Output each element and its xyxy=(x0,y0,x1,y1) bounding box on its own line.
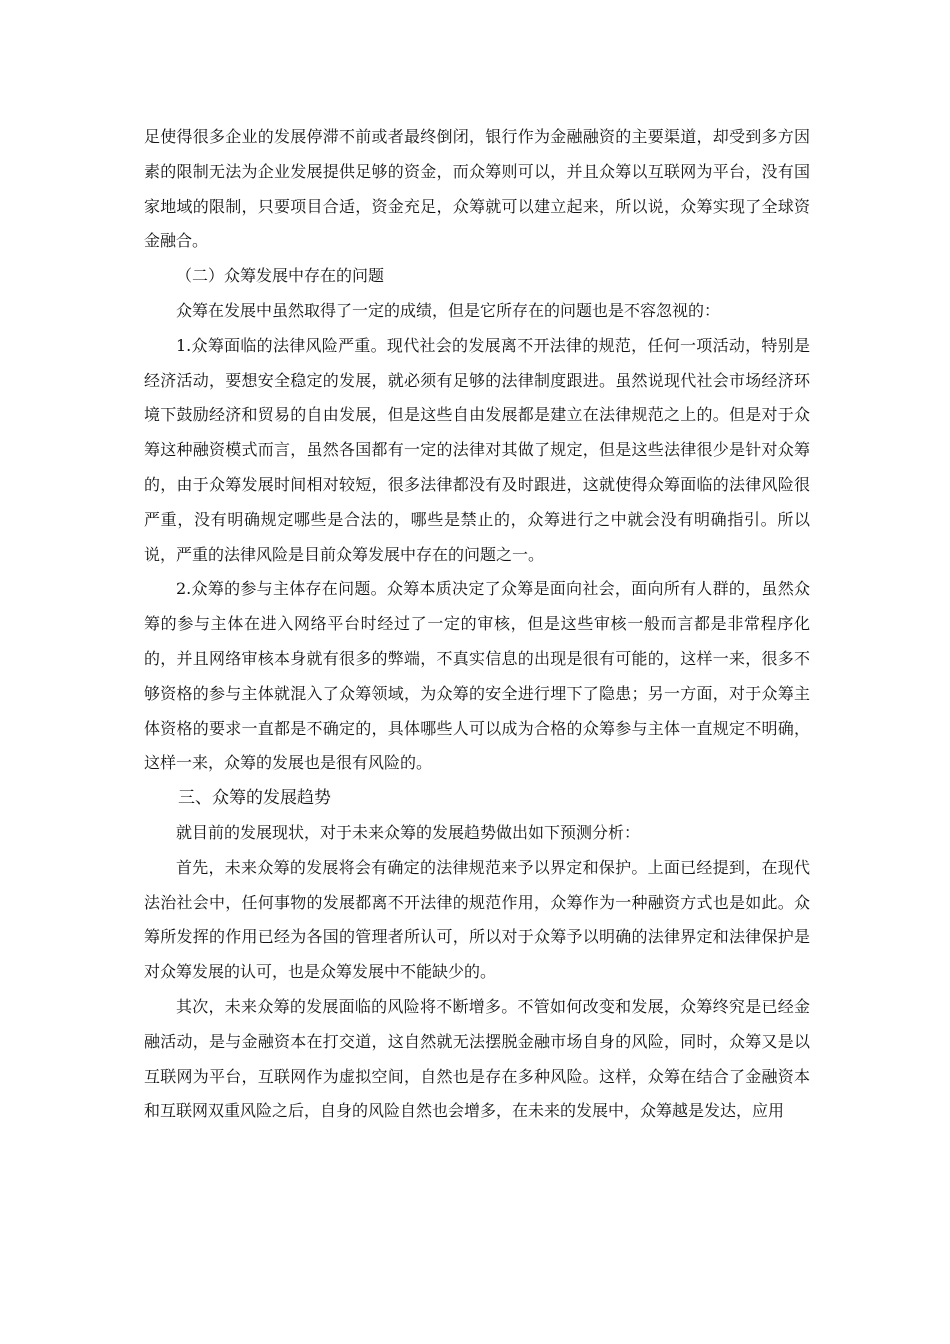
paragraph-participant-issues: 2.众筹的参与主体存在问题。众筹本质决定了众筹是面向社会，面向所有人群的，虽然众筹的参与主体在进入网络平台时经过了一定的审核，但是这些审核一般而言都是非常程序化的，并且网络审核本身就有很多的弊端，不真实信息的出现是很有可能的，这样一来，很多不够资格的参与主体就混入了众筹领域，为众筹的安全进行埋下了隐患；另一方面，对于众筹主体资格的要求一直都是不确定的，具体哪些人可以成为合格的众筹参与主体一直规定不明确，这样一来，众筹的发展也是很有风险的。 xyxy=(144,579,810,773)
paragraph-intro-problems: 众筹在发展中虽然取得了一定的成绩，但是它所存在的问题也是不容忽视的： xyxy=(176,300,721,320)
paragraph-legal-risk: 1.众筹面临的法律风险严重。现代社会的发展离不开法律的规范，任何一项活动，特别是经济活动，要想安全稳定的发展，就必须有足够的法律制度跟进。虽然说现代社会市场经济环境下鼓励经济和贸易的自由发展，但是这些自由发展都是建立在法律规范之上的。但是对于众筹这种融资模式而言，虽然各国都有一定的法律对其做了规定，但是这些法律很少是针对众筹的，由于众筹发展时间相对较短，很多法律都没有及时跟进，这就使得众筹面临的法律风险很严重，没有明确规定哪些是合法的，哪些是禁止的，众筹进行之中就会没有明确指引。所以说，严重的法律风险是目前众筹发展中存在的问题之一。 xyxy=(144,335,810,564)
section-subheading: （二）众筹发展中存在的问题 xyxy=(176,266,385,286)
section-heading: 三、众筹的发展趋势 xyxy=(178,788,331,809)
paragraph-trend-intro: 就目前的发展现状，对于未来众筹的发展趋势做出如下预测分析： xyxy=(176,822,641,842)
document-body xyxy=(144,120,810,1129)
paragraph-trend-second: 其次，未来众筹的发展面临的风险将不断增多。不管如何改变和发展，众筹终究是已经金融活动，是与金融资本在打交道，这自然就无法摆脱金融市场自身的风险，同时，众筹又是以互联网为平台，互联网作为虚拟空间，自然也是存在多种风险。这样，众筹在结合了金融资本和互联网双重风险之后，自身的风险自然也会增多，在未来的发展中，众筹越是发达，应用 xyxy=(144,996,810,1121)
paragraph-continuation: 足使得很多企业的发展停滞不前或者最终倒闭，银行作为金融融资的主要渠道，却受到多方因素的限制无法为企业发展提供足够的资金，而众筹则可以，并且众筹以互联网为平台，没有国家地域的限制，只要项目合适，资金充足，众筹就可以建立起来，所以说，众筹实现了全球资金融合。 xyxy=(144,127,810,251)
paragraph-trend-first: 首先，未来众筹的发展将会有确定的法律规范来予以界定和保护。上面已经提到，在现代法治社会中，任何事物的发展都离不开法律的规范作用，众筹作为一种融资方式也是如此。众筹所发挥的作用已经为各国的管理者所认可，所以对于众筹予以明确的法律界定和法律保护是对众筹发展的认可，也是众筹发展中不能缺少的。 xyxy=(144,857,810,982)
